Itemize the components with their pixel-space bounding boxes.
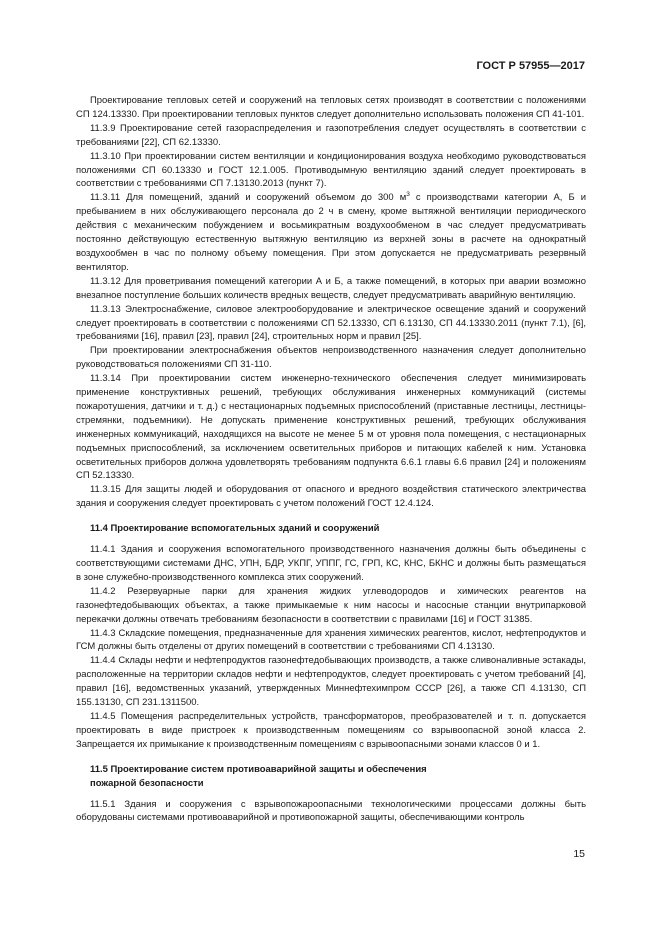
paragraph: 11.3.10 При проектировании систем вентиляции и кондиционирования воздуха необходимо руководствоваться положениями СП 60.13330 и ГОСТ 12.1.005. Противодымную вентиляцию зданий следует проектировать в соответствии с требованиями СП 7.13130.2013 (пункт 7). xyxy=(76,150,586,190)
paragraph-text: 11.3.11 Для помещений, зданий и сооружений объемом до 300 м xyxy=(90,192,407,204)
paragraph: 11.4.4 Склады нефти и нефтепродуктов газонефтедобывающих производств, а также сливоналивные эстакады, расположенные на территории складов нефти и нефтепродуктов, следует проектировать с учетом требований [4], правил [16], ведомственных указаний, утвержденных Миннефтехимпром СССР [26], а также СП 4.13130, СП 155.13130, СП 231.1311500. xyxy=(76,655,586,709)
paragraph: 11.4.2 Резервуарные парки для хранения жидких углеводородов и химических реагентов на газонефтедобывающих объектах, а также примыкаемые к ним насосы и насосные станции внутрипарковой перекачки должны отвечать требованиям безопасности в соответствии с правилами [16] и ГОСТ 31385. xyxy=(76,585,586,625)
section-heading-line: 11.5 Проектирование систем противоаварийной защиты и обеспечения xyxy=(90,763,427,775)
superscript: 3 xyxy=(406,191,410,199)
paragraph: 11.3.12 Для проветривания помещений категории А и Б, а также помещений, в которых при аварии возможно внезапное поступление больших количеств вредных веществ, следует предусматривать аварийную вентиляцию. xyxy=(76,275,586,301)
page-number: 15 xyxy=(573,848,585,860)
paragraph: 11.4.3 Складские помещения, предназначенные для хранения химических реагентов, кислот, нефтепродуктов и ГСМ должны быть отделены от других помещений в соответствии с требованиями СП 4.13130. xyxy=(76,627,586,653)
paragraph: 11.4.1 Здания и сооружения вспомогательного производственного назначения должны быть объединены с соответствующими системами ДНС, УПН, БДР, УКПГ, УППГ, ГС, ГРП, КС, КНС, БКНС и должны быть размещаться в зоне служебно-производственного комплекса этих сооружений. xyxy=(76,544,586,583)
paragraph: Проектирование тепловых сетей и сооружений на тепловых сетях производят в соответствии с положениями СП 124.13330. При проектировании тепловых пунктов следует дополнительно использовать положения СП 41-101. xyxy=(76,95,586,120)
paragraph: 11.3.9 Проектирование сетей газораспределения и газопотребления следует осуществлять в соответствии с требованиями [22], СП 62.13330. xyxy=(76,122,586,148)
document-header: ГОСТ Р 57955—2017 xyxy=(476,60,585,72)
section-heading-line: пожарной безопасности xyxy=(90,777,204,789)
paragraph: 11.3.13 Электроснабжение, силовое электрооборудование и электрическое освещение зданий и сооружений следует проектировать в соответствии с положениями СП 52.13330, СП 6.13130, СП 44.13330.2011 (пункт 7.1), [6], требованиями [16], правил [23], правил [24], строительных норм и правил [25]. xyxy=(76,303,586,343)
paragraph: 11.3.15 Для защиты людей и оборудования от опасного и вредного воздействия статического электричества здания и сооружения следует проектировать с учетом положений ГОСТ 12.4.124. xyxy=(76,484,586,510)
paragraph: 11.5.1 Здания и сооружения с взрывопожароопасными технологическими процессами должны быть оборудованы системами противоаварийной и противопожарной защиты, обеспечивающими контроль xyxy=(76,798,586,824)
section-heading-11-5 xyxy=(76,763,586,791)
paragraph: 11.3.14 При проектировании систем инженерно-технического обеспечения следует минимизировать применение конструктивных решений, требующих обслуживания инженерных коммуникаций (системы пожаротушения, датчики и т. д.) с нестационарных подъемных приспособлений (приставные лестницы, лестницы-стремянки, подъемники). Не допускать применение конструктивных решений, требующих обслуживания инженерных коммуникаций, находящихся на высоте не менее 5 м от уровня пола помещения, с нестационарных подъемных приспособлений, за исключением осветительных приборов и питающих кабелей к ним. Установка осветительных приборов должна удовлетворять требованиям подпункта 6.6.1 главы 6.6 правил [24] и положениям СП 52.13330. xyxy=(76,373,586,482)
document-body xyxy=(76,94,586,825)
paragraph: 11.4.5 Помещения распределительных устройств, трансформаторов, преобразователей и т. п. допускается проектировать в виде пристроек к производственным помещениям со взрывоопасной зоной класса 2. Запрещается их примыкание к производственным помещениям с взрывоопасными зонами классов 0 и 1. xyxy=(76,710,586,750)
paragraph-text: с производствами категории А, Б и пребыванием в них обслуживающего персонала до 2 ч в смену, кроме вытяжной вентиляции периодического действия с механическим побуждением и восьмикратным воздухообменом в час следует предусматривать постоянно действующую естественную вытяжную вентиляцию из верхней зоны в расчете на однократный воздухообмен в час по полному объему помещения. При этом допускается не предусматривать резервный вентилятор. xyxy=(76,192,586,273)
paragraph: При проектировании электроснабжения объектов непроизводственного назначения следует дополнительно руководствоваться положениями СП 31-110. xyxy=(76,345,586,371)
paragraph-11-3-11 xyxy=(76,191,586,274)
section-heading-11-4: 11.4 Проектирование вспомогательных зданий и сооружений xyxy=(90,523,380,535)
